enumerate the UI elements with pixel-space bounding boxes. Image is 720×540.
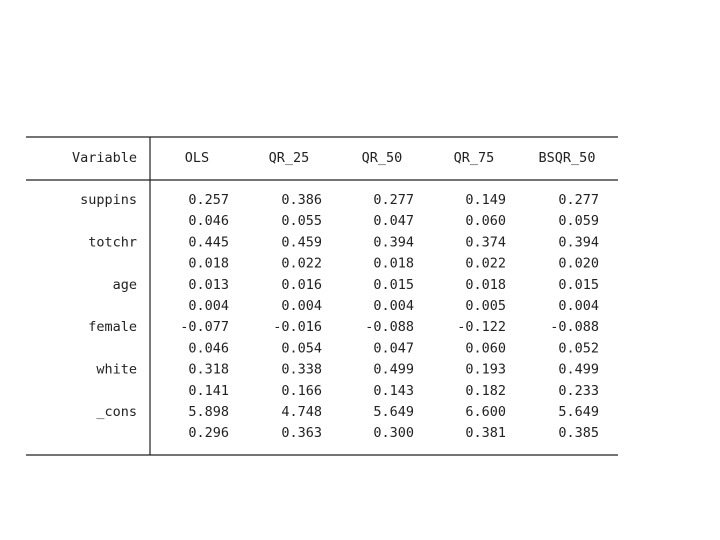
table-cell: 0.300 bbox=[373, 425, 414, 442]
table-cell: 0.022 bbox=[465, 255, 506, 272]
table-cell: 0.149 bbox=[465, 192, 506, 208]
table-cell: 0.499 bbox=[373, 361, 414, 378]
table-row bbox=[188, 425, 599, 441]
table-cell: 0.013 bbox=[188, 276, 229, 293]
table-cell: 6.600 bbox=[465, 404, 506, 420]
table-cell: 0.015 bbox=[558, 276, 599, 293]
table-row bbox=[96, 404, 599, 420]
table-cell: 0.257 bbox=[188, 192, 229, 208]
table-row bbox=[188, 340, 599, 356]
table-cell: 0.277 bbox=[373, 192, 414, 208]
table-row bbox=[113, 277, 599, 293]
table-cell: 0.004 bbox=[188, 298, 229, 314]
row-label: age bbox=[112, 276, 137, 293]
table-cell: 0.046 bbox=[188, 340, 229, 357]
table-cell: 0.374 bbox=[465, 234, 506, 251]
table-cell: 0.193 bbox=[465, 361, 506, 378]
row-label: _cons bbox=[96, 404, 137, 420]
table-cell: 0.047 bbox=[373, 340, 414, 357]
table-cell: 0.394 bbox=[373, 234, 414, 251]
table-row bbox=[80, 192, 599, 208]
table-cell: 0.296 bbox=[188, 425, 229, 442]
column-header: QR_75 bbox=[453, 150, 495, 166]
table-cell: 0.004 bbox=[281, 298, 322, 314]
table-cell: -0.122 bbox=[457, 319, 506, 336]
table-cell: 0.386 bbox=[281, 192, 322, 208]
table-cell: 0.018 bbox=[465, 276, 506, 293]
row-label: totchr bbox=[88, 234, 137, 251]
stub-header: Variable bbox=[71, 150, 137, 166]
table-cell: 5.649 bbox=[558, 404, 599, 420]
table-cell: 0.018 bbox=[188, 255, 229, 272]
table-cell: 0.445 bbox=[188, 234, 229, 251]
table-row bbox=[188, 298, 599, 314]
table-cell: 0.385 bbox=[558, 425, 599, 442]
table-cell: 0.338 bbox=[281, 361, 322, 378]
table-cell: 0.052 bbox=[558, 340, 599, 357]
table-cell: 0.277 bbox=[558, 192, 599, 208]
table-cell: 5.649 bbox=[373, 404, 414, 420]
row-label: white bbox=[96, 361, 137, 378]
table-cell: 0.499 bbox=[558, 361, 599, 378]
table-cell: 0.318 bbox=[188, 361, 229, 378]
table-cell: 0.054 bbox=[281, 340, 322, 357]
table-cell: 0.060 bbox=[465, 213, 506, 230]
table-cell: 0.055 bbox=[281, 213, 322, 230]
table-cell: 0.141 bbox=[188, 382, 229, 399]
table-row bbox=[96, 362, 599, 378]
table-cell: 4.748 bbox=[281, 404, 322, 420]
table-cell: -0.088 bbox=[550, 319, 599, 336]
row-label: suppins bbox=[80, 192, 137, 208]
table-cell: 0.018 bbox=[373, 255, 414, 272]
table-cell: 0.459 bbox=[281, 234, 322, 251]
column-header: BSQR_50 bbox=[538, 150, 596, 166]
table-cell: 0.015 bbox=[373, 276, 414, 293]
column-headers bbox=[185, 150, 596, 166]
table-cell: 0.004 bbox=[373, 298, 414, 314]
table-row bbox=[188, 213, 599, 229]
table-row bbox=[88, 234, 599, 250]
table-cell: 0.046 bbox=[188, 213, 229, 230]
table-cell: 0.047 bbox=[373, 213, 414, 230]
table-cell: -0.077 bbox=[180, 319, 229, 336]
table-cell: 5.898 bbox=[188, 404, 229, 420]
table-cell: 0.182 bbox=[465, 382, 506, 399]
table-cell: 0.022 bbox=[281, 255, 322, 272]
table-cell: 0.233 bbox=[558, 382, 599, 399]
table-row bbox=[188, 256, 599, 272]
column-header: QR_50 bbox=[361, 150, 403, 166]
column-header: QR_25 bbox=[268, 150, 310, 166]
table-cell: 0.016 bbox=[281, 276, 322, 293]
table-cell: 0.143 bbox=[373, 382, 414, 399]
table-row bbox=[188, 383, 599, 399]
table-cell: 0.060 bbox=[465, 340, 506, 357]
table-cell: 0.363 bbox=[281, 425, 322, 442]
table-cell: 0.004 bbox=[558, 298, 599, 314]
table-body bbox=[80, 192, 599, 441]
table-row bbox=[88, 319, 599, 335]
table-cell: 0.020 bbox=[558, 255, 599, 272]
table-cell: -0.088 bbox=[365, 319, 414, 336]
table-cell: 0.166 bbox=[281, 382, 322, 399]
table-cell: 0.059 bbox=[558, 213, 599, 230]
table-cell: -0.016 bbox=[273, 319, 322, 336]
column-header: OLS bbox=[184, 150, 210, 166]
table-cell: 0.005 bbox=[465, 298, 506, 314]
table-cell: 0.381 bbox=[465, 425, 506, 442]
row-label: female bbox=[88, 319, 137, 336]
table-cell: 0.394 bbox=[558, 234, 599, 251]
